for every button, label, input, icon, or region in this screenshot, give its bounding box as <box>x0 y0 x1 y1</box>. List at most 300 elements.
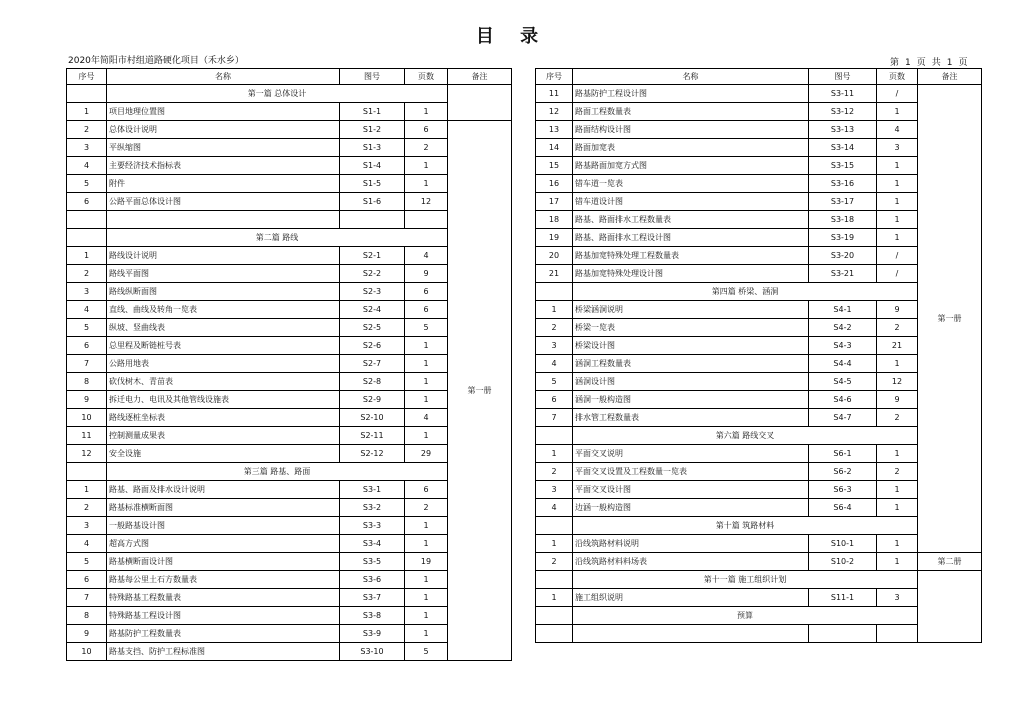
row-name <box>107 211 340 229</box>
row-pages: 2 <box>405 139 448 157</box>
row-code: S1-4 <box>340 157 405 175</box>
row-code: S3-21 <box>809 265 877 283</box>
row-pages: 1 <box>877 211 918 229</box>
row-code: S3-2 <box>340 499 405 517</box>
row-seq: 5 <box>67 553 107 571</box>
row-pages: 21 <box>877 337 918 355</box>
row-pages: 1 <box>877 445 918 463</box>
row-seq: 3 <box>67 283 107 301</box>
table-row <box>536 571 982 589</box>
row-code: S3-11 <box>809 85 877 103</box>
table-row <box>536 445 982 463</box>
table-row <box>67 157 512 175</box>
row-code: S10-1 <box>809 535 877 553</box>
row-name: 路基、路面排水工程设计图 <box>573 229 809 247</box>
header-name: 名称 <box>573 69 809 85</box>
table-header-row <box>67 69 512 85</box>
row-seq: 18 <box>536 211 573 229</box>
row-code: S2-3 <box>340 283 405 301</box>
row-pages: 4 <box>405 409 448 427</box>
row-code: S3-9 <box>340 625 405 643</box>
row-code: S6-3 <box>809 481 877 499</box>
row-pages: 1 <box>877 535 918 553</box>
row-code: S4-7 <box>809 409 877 427</box>
row-seq: 6 <box>536 391 573 409</box>
row-seq: 14 <box>536 139 573 157</box>
table-row <box>536 481 982 499</box>
table-row <box>536 85 982 103</box>
table-row <box>536 409 982 427</box>
row-seq: 1 <box>536 589 573 607</box>
row-seq <box>536 625 573 643</box>
row-pages: 2 <box>877 319 918 337</box>
project-name: 2020年简阳市村组道路硬化项目（禾水乡） <box>68 56 244 66</box>
row-pages: 9 <box>877 391 918 409</box>
row-seq: 2 <box>536 463 573 481</box>
row-seq: 11 <box>536 85 573 103</box>
row-name: 路面工程数量表 <box>573 103 809 121</box>
row-name: 路线设计说明 <box>107 247 340 265</box>
row-name: 桥梁涵洞说明 <box>573 301 809 319</box>
row-name: 边涵一般构造图 <box>573 499 809 517</box>
toc-table-right <box>535 68 982 643</box>
row-name: 路基加宽特殊处理设计图 <box>573 265 809 283</box>
table-row <box>67 265 512 283</box>
row-seq: 2 <box>536 553 573 571</box>
row-code: S3-16 <box>809 175 877 193</box>
volume-remark <box>918 571 982 643</box>
row-name: 拆迁电力、电讯及其他管线设施表 <box>107 391 340 409</box>
row-code: S2-6 <box>340 337 405 355</box>
row-pages <box>405 211 448 229</box>
row-name: 主要经济技术指标表 <box>107 157 340 175</box>
row-seq: 8 <box>67 607 107 625</box>
row-code: S3-6 <box>340 571 405 589</box>
row-name: 路基防护工程数量表 <box>107 625 340 643</box>
row-pages: 1 <box>405 607 448 625</box>
row-name: 总体设计说明 <box>107 121 340 139</box>
row-pages: / <box>877 247 918 265</box>
row-seq: 15 <box>536 157 573 175</box>
row-code: S3-1 <box>340 481 405 499</box>
row-name: 直线、曲线及转角一览表 <box>107 301 340 319</box>
row-seq: 13 <box>536 121 573 139</box>
row-pages: 6 <box>405 283 448 301</box>
row-seq <box>536 283 573 301</box>
row-pages: 12 <box>877 373 918 391</box>
table-row <box>67 553 512 571</box>
row-pages: 1 <box>405 373 448 391</box>
row-code: S4-5 <box>809 373 877 391</box>
row-pages: 1 <box>405 625 448 643</box>
row-pages: 6 <box>405 481 448 499</box>
row-seq: 3 <box>536 481 573 499</box>
row-seq: 12 <box>536 103 573 121</box>
volume-remark: 第二册 <box>918 553 982 571</box>
row-name: 平面交叉说明 <box>573 445 809 463</box>
row-code: S3-7 <box>340 589 405 607</box>
row-name: 错车道设计图 <box>573 193 809 211</box>
row-seq: 9 <box>67 391 107 409</box>
row-seq: 1 <box>536 535 573 553</box>
row-name: 一般路基设计图 <box>107 517 340 535</box>
table-row <box>536 589 982 607</box>
row-seq: 4 <box>67 157 107 175</box>
row-name: 超高方式图 <box>107 535 340 553</box>
row-pages: 1 <box>405 157 448 175</box>
row-code: S2-5 <box>340 319 405 337</box>
table-row <box>536 139 982 157</box>
table-row <box>536 103 982 121</box>
row-pages: 1 <box>877 481 918 499</box>
row-code: S6-4 <box>809 499 877 517</box>
table-row <box>67 571 512 589</box>
row-code: S3-15 <box>809 157 877 175</box>
table-row <box>67 643 512 661</box>
row-seq <box>67 85 107 103</box>
volume-remark <box>448 85 512 121</box>
row-pages: 1 <box>405 571 448 589</box>
table-row <box>536 535 982 553</box>
row-name: 砍伐树木、青苗表 <box>107 373 340 391</box>
page-info-ye2: 页 <box>958 58 968 68</box>
row-name: 项目地理位置图 <box>107 103 340 121</box>
row-name: 路线纵断面图 <box>107 283 340 301</box>
table-row <box>67 589 512 607</box>
table-row <box>67 517 512 535</box>
table-row <box>536 193 982 211</box>
row-code: S3-17 <box>809 193 877 211</box>
row-name: 路基加宽特殊处理工程数量表 <box>573 247 809 265</box>
table-row <box>536 319 982 337</box>
row-name: 平面交叉设计图 <box>573 481 809 499</box>
row-pages: 1 <box>405 337 448 355</box>
row-seq: 1 <box>536 445 573 463</box>
row-name: 路基、路面排水工程数量表 <box>573 211 809 229</box>
row-name: 总里程及断链桩号表 <box>107 337 340 355</box>
header-remark: 备注 <box>448 69 512 85</box>
row-seq: 2 <box>67 121 107 139</box>
table-row <box>67 409 512 427</box>
row-code: S3-14 <box>809 139 877 157</box>
row-seq: 3 <box>67 139 107 157</box>
row-name: 涵洞设计图 <box>573 373 809 391</box>
row-code: S1-5 <box>340 175 405 193</box>
row-seq: 1 <box>67 481 107 499</box>
table-row <box>67 301 512 319</box>
row-seq: 20 <box>536 247 573 265</box>
header-pages: 页数 <box>405 69 448 85</box>
row-seq: 6 <box>67 571 107 589</box>
row-code: S2-2 <box>340 265 405 283</box>
row-seq: 19 <box>536 229 573 247</box>
row-seq <box>67 211 107 229</box>
row-name: 路面结构设计图 <box>573 121 809 139</box>
row-name: 附件 <box>107 175 340 193</box>
row-code: S6-2 <box>809 463 877 481</box>
page-info-di: 第 <box>890 58 900 68</box>
table-row <box>536 391 982 409</box>
row-name: 特殊路基工程数量表 <box>107 589 340 607</box>
row-code: S2-8 <box>340 373 405 391</box>
row-name: 涵洞工程数量表 <box>573 355 809 373</box>
row-pages: 2 <box>877 463 918 481</box>
table-row <box>67 211 512 229</box>
row-code: S6-1 <box>809 445 877 463</box>
row-pages <box>877 625 918 643</box>
row-seq: 5 <box>536 373 573 391</box>
row-pages: 12 <box>405 193 448 211</box>
table-row <box>67 463 512 481</box>
row-pages: 5 <box>405 643 448 661</box>
table-row <box>536 553 982 571</box>
row-seq: 9 <box>67 625 107 643</box>
row-code: S2-9 <box>340 391 405 409</box>
row-name: 沿线筑路材料说明 <box>573 535 809 553</box>
row-name: 特殊路基工程设计图 <box>107 607 340 625</box>
row-pages: 3 <box>877 139 918 157</box>
row-name <box>573 625 809 643</box>
table-row <box>67 103 512 121</box>
table-row <box>67 427 512 445</box>
row-name: 路线平面图 <box>107 265 340 283</box>
row-code: S2-10 <box>340 409 405 427</box>
row-name: 路线逐桩坐标表 <box>107 409 340 427</box>
row-name: 涵洞一般构造图 <box>573 391 809 409</box>
row-code <box>340 211 405 229</box>
section-title: 第三篇 路基、路面 <box>107 463 448 481</box>
header-seq: 序号 <box>536 69 573 85</box>
row-seq: 8 <box>67 373 107 391</box>
table-row <box>536 175 982 193</box>
table-row <box>67 247 512 265</box>
row-seq: 21 <box>536 265 573 283</box>
row-code: S11-1 <box>809 589 877 607</box>
row-name: 路基、路面及排水设计说明 <box>107 481 340 499</box>
row-pages: 1 <box>877 229 918 247</box>
table-row <box>67 481 512 499</box>
table-row <box>67 607 512 625</box>
row-code: S4-3 <box>809 337 877 355</box>
row-seq: 4 <box>67 535 107 553</box>
page-info-page: 1 <box>905 58 911 68</box>
header-remark: 备注 <box>918 69 982 85</box>
row-pages: 1 <box>405 391 448 409</box>
row-seq <box>536 517 573 535</box>
row-code: S3-18 <box>809 211 877 229</box>
row-name: 路基标准横断面图 <box>107 499 340 517</box>
row-code: S4-2 <box>809 319 877 337</box>
row-pages: 1 <box>877 553 918 571</box>
row-name: 错车道一览表 <box>573 175 809 193</box>
table-row <box>536 157 982 175</box>
row-seq: 2 <box>67 499 107 517</box>
row-pages: 1 <box>405 355 448 373</box>
row-code: S3-5 <box>340 553 405 571</box>
page-info <box>890 55 974 68</box>
row-code: S2-7 <box>340 355 405 373</box>
page-info-ye: 页 <box>916 58 926 68</box>
table-row <box>67 373 512 391</box>
row-pages: 9 <box>877 301 918 319</box>
toc-table-left <box>66 68 512 661</box>
row-pages: 1 <box>877 193 918 211</box>
table-row <box>67 139 512 157</box>
row-seq: 5 <box>67 319 107 337</box>
row-code: S3-8 <box>340 607 405 625</box>
row-seq <box>67 229 107 247</box>
row-code: S3-10 <box>340 643 405 661</box>
row-seq: 3 <box>536 337 573 355</box>
table-row <box>67 337 512 355</box>
row-seq: 1 <box>536 301 573 319</box>
row-seq: 6 <box>67 193 107 211</box>
page-info-gong: 共 <box>931 58 941 68</box>
table-row <box>536 607 982 625</box>
table-row <box>536 517 982 535</box>
note-label: 预算 <box>573 607 918 625</box>
row-pages: 29 <box>405 445 448 463</box>
row-pages: 4 <box>405 247 448 265</box>
row-pages: 1 <box>405 535 448 553</box>
table-row <box>536 301 982 319</box>
row-seq: 2 <box>67 265 107 283</box>
row-name: 公路平面总体设计图 <box>107 193 340 211</box>
page-title: 目 录 <box>475 26 549 47</box>
table-row <box>67 535 512 553</box>
row-name: 纵坡、竖曲线表 <box>107 319 340 337</box>
row-seq: 10 <box>67 643 107 661</box>
section-title: 第十一篇 施工组织计划 <box>573 571 918 589</box>
row-name: 公路用地表 <box>107 355 340 373</box>
row-seq: 5 <box>67 175 107 193</box>
row-pages: 3 <box>877 589 918 607</box>
row-code: S3-20 <box>809 247 877 265</box>
row-name: 施工组织说明 <box>573 589 809 607</box>
row-pages: 1 <box>405 589 448 607</box>
table-row <box>67 355 512 373</box>
table-row <box>67 391 512 409</box>
row-name: 路基每公里土石方数量表 <box>107 571 340 589</box>
row-code: S4-1 <box>809 301 877 319</box>
row-pages: 1 <box>405 103 448 121</box>
row-pages: / <box>877 85 918 103</box>
row-code: S2-4 <box>340 301 405 319</box>
row-pages: 1 <box>877 355 918 373</box>
row-seq <box>536 571 573 589</box>
row-name: 路基防护工程设计图 <box>573 85 809 103</box>
header-name: 名称 <box>107 69 340 85</box>
row-seq: 16 <box>536 175 573 193</box>
table-row <box>536 373 982 391</box>
row-name: 桥梁一览表 <box>573 319 809 337</box>
row-seq: 3 <box>67 517 107 535</box>
table-row <box>536 265 982 283</box>
section-title: 第一篇 总体设计 <box>107 85 448 103</box>
row-code: S3-3 <box>340 517 405 535</box>
row-seq: 1 <box>67 247 107 265</box>
row-code: S4-4 <box>809 355 877 373</box>
row-name: 路基支挡、防护工程标准图 <box>107 643 340 661</box>
table-row <box>67 625 512 643</box>
table-row <box>536 463 982 481</box>
volume-remark: 第一册 <box>448 121 512 661</box>
row-pages: 1 <box>877 103 918 121</box>
row-seq: 6 <box>67 337 107 355</box>
table-row <box>67 121 512 139</box>
table-row <box>536 499 982 517</box>
row-pages: 6 <box>405 301 448 319</box>
table-row <box>536 355 982 373</box>
section-title: 第二篇 路线 <box>107 229 448 247</box>
row-seq: 4 <box>67 301 107 319</box>
table-row <box>67 283 512 301</box>
page-info-total: 1 <box>946 58 953 68</box>
volume-remark: 第一册 <box>918 85 982 553</box>
row-seq: 7 <box>536 409 573 427</box>
table-row <box>67 445 512 463</box>
row-name: 排水管工程数量表 <box>573 409 809 427</box>
table-row <box>67 319 512 337</box>
row-seq: 7 <box>67 355 107 373</box>
row-name: 沿线筑路材料料场表 <box>573 553 809 571</box>
row-pages: 1 <box>877 157 918 175</box>
row-code: S1-6 <box>340 193 405 211</box>
row-code: S3-13 <box>809 121 877 139</box>
row-code: S2-1 <box>340 247 405 265</box>
row-code: S3-12 <box>809 103 877 121</box>
table-row <box>536 337 982 355</box>
header-code: 图号 <box>809 69 877 85</box>
row-name: 安全设施 <box>107 445 340 463</box>
row-name: 路面加宽表 <box>573 139 809 157</box>
table-row <box>536 121 982 139</box>
table-row <box>536 625 982 643</box>
row-pages: 6 <box>405 121 448 139</box>
row-seq <box>536 607 573 625</box>
row-pages: 5 <box>405 319 448 337</box>
row-name: 路基横断面设计图 <box>107 553 340 571</box>
row-pages: / <box>877 265 918 283</box>
row-pages: 9 <box>405 265 448 283</box>
row-pages: 4 <box>877 121 918 139</box>
row-name: 平纵缩图 <box>107 139 340 157</box>
row-pages: 1 <box>405 427 448 445</box>
table-row <box>67 499 512 517</box>
section-title: 第十篇 筑路材料 <box>573 517 918 535</box>
table-row <box>67 193 512 211</box>
row-code: S1-3 <box>340 139 405 157</box>
row-seq: 11 <box>67 427 107 445</box>
row-pages: 1 <box>877 499 918 517</box>
row-pages: 19 <box>405 553 448 571</box>
row-pages: 2 <box>877 409 918 427</box>
table-row <box>67 175 512 193</box>
row-pages: 1 <box>877 175 918 193</box>
table-row <box>67 229 512 247</box>
row-seq: 2 <box>536 319 573 337</box>
row-seq: 1 <box>67 103 107 121</box>
table-row <box>536 283 982 301</box>
row-seq: 17 <box>536 193 573 211</box>
row-pages: 1 <box>405 517 448 535</box>
row-pages: 1 <box>405 175 448 193</box>
table-row <box>536 427 982 445</box>
table-header-row <box>536 69 982 85</box>
row-name: 控制测量成果表 <box>107 427 340 445</box>
row-code: S1-1 <box>340 103 405 121</box>
table-row <box>536 229 982 247</box>
